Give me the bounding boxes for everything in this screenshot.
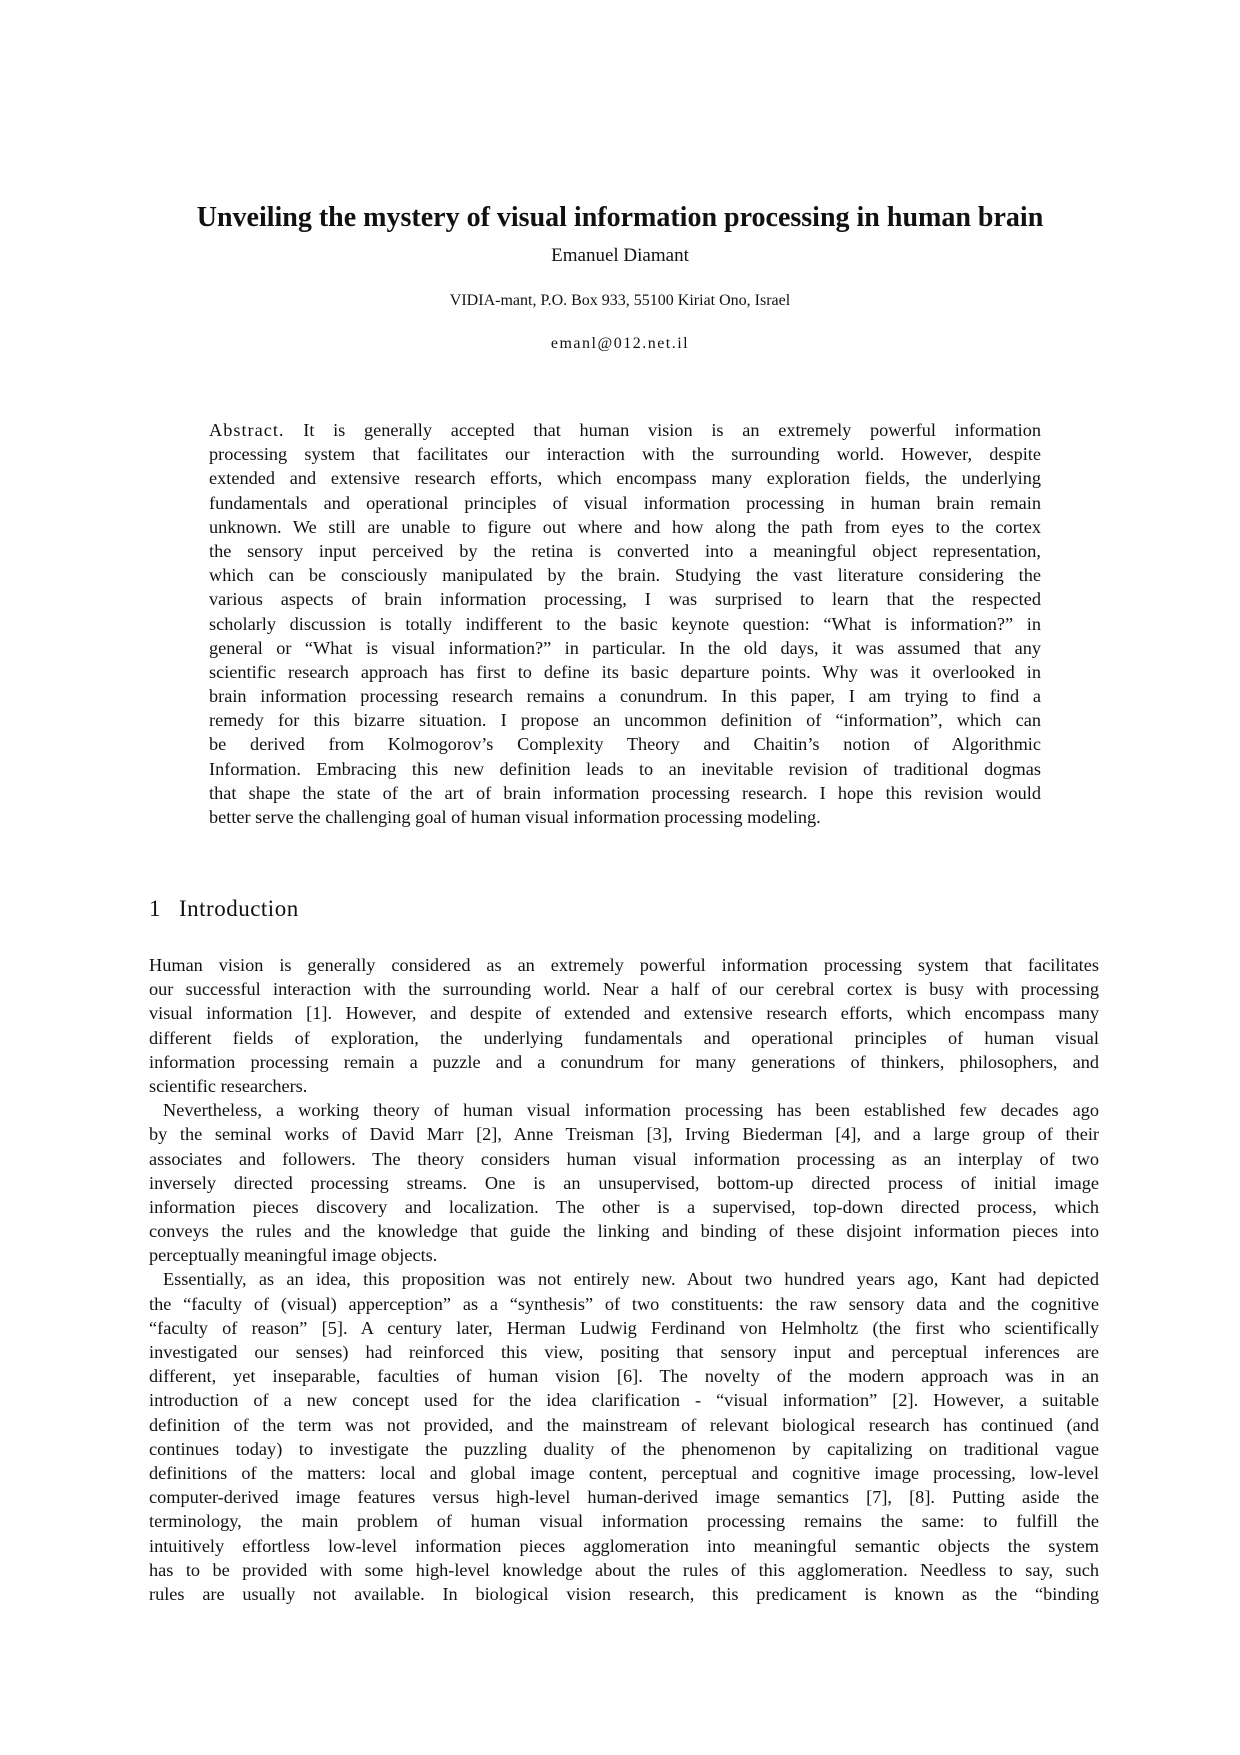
abstract-line [209, 805, 1041, 829]
paragraph-line: Essentially, as an idea, this proposition was not entirely new. About two hundred years ago, Kant had depicted [163, 1269, 1099, 1290]
abstract-line [209, 466, 1041, 490]
paragraph [149, 1098, 1099, 1267]
abstract-line-text: that shape the state of the art of brain information processing research. I hope this revision would [209, 782, 1041, 803]
paragraph-line: definition of the term was not provided, and the mainstream of relevant biological research has continued (and [149, 1414, 1099, 1435]
paragraph-line: terminology, the main problem of human visual information processing remains the same: to fulfill the [149, 1511, 1099, 1532]
abstract-line [209, 781, 1041, 805]
paragraph-line: has to be provided with some high-level knowledge about the rules of this agglomeration. Needless to say, such [149, 1559, 1099, 1580]
paragraph-line: conveys the rules and the knowledge that guide the linking and binding of these disjoint information pieces into [149, 1221, 1099, 1242]
abstract [209, 418, 1041, 829]
abstract-line-text: processing system that facilitates our interaction with the surrounding world. However, despite [209, 444, 1041, 465]
abstract-line [209, 660, 1041, 684]
abstract-line-text: be derived from Kolmogorov’s Complexity Theory and Chaitin’s notion of Algorithmic [209, 734, 1041, 755]
abstract-line [209, 539, 1041, 563]
paragraph-line: information pieces discovery and localization. The other is a supervised, top-down directed process, which [149, 1196, 1099, 1217]
abstract-line-text: general or “What is visual information?” in particular. In the old days, it was assumed that any [209, 637, 1041, 658]
abstract-line-text: scientific research approach has first to define its basic departure points. Why was it overlooked in [209, 661, 1041, 682]
abstract-line [209, 442, 1041, 466]
abstract-line [209, 491, 1041, 515]
abstract-line [209, 636, 1041, 660]
abstract-line-text: fundamentals and operational principles of visual information processing in human brain remain [209, 492, 1041, 513]
author-email: emanl@012.net.il [550, 335, 690, 352]
abstract-line [209, 587, 1041, 611]
abstract-line [209, 708, 1041, 732]
paper-title: Unveiling the mystery of visual information processing in human brain [196, 202, 1044, 233]
paragraph-line: continues today) to investigate the puzzling duality of the phenomenon by capitalizing on traditional vague [149, 1438, 1099, 1459]
paragraph-line: definitions of the matters: local and global image content, perceptual and cognitive image processing, low-level [149, 1462, 1099, 1483]
paragraph-line: perceptually meaningful image objects. [149, 1245, 438, 1266]
abstract-line-text: brain information processing research remains a conundrum. In this paper, I am trying to find a [209, 686, 1041, 707]
paragraph-line: “faculty of reason” [5]. A century later, Herman Ludwig Ferdinand von Helmholtz (the first who scientifically [149, 1317, 1099, 1338]
paragraph-line: Nevertheless, a working theory of human visual information processing has been established few decades ago [163, 1100, 1099, 1121]
abstract-line [209, 563, 1041, 587]
paragraph-line: introduction of a new concept used for the idea clarification - “visual information” [2]. However, a suitable [149, 1390, 1099, 1411]
abstract-line-text: remedy for this bizarre situation. I propose an uncommon definition of “information”, which can [209, 710, 1041, 731]
abstract-line [209, 515, 1041, 539]
paragraph-line: intuitively effortless low-level information pieces agglomeration into meaningful semantic objects the system [149, 1535, 1099, 1556]
abstract-line [209, 418, 1041, 442]
paragraph-line: Human vision is generally considered as an extremely powerful information processing system that facilitates [149, 955, 1099, 975]
paragraph [149, 953, 1099, 1098]
author-affiliation: VIDIA-mant, P.O. Box 933, 55100 Kiriat Ono, Israel [449, 292, 791, 309]
paragraph-line: associates and followers. The theory considers human visual information processing as an interplay of two [149, 1148, 1099, 1169]
abstract-line-text: unknown. We still are unable to figure out where and how along the path from eyes to the cortex [209, 516, 1041, 537]
paragraph-line: computer-derived image features versus high-level human-derived image semantics [7], [8]. Putting aside the [149, 1487, 1099, 1508]
abstract-line-text: various aspects of brain information processing, I was surprised to learn that the respected [209, 589, 1041, 610]
abstract-line-text: extended and extensive research efforts, which encompass many exploration fields, the underlying [209, 468, 1041, 489]
abstract-label: Abstract. [209, 420, 285, 440]
paragraph [149, 1267, 1099, 1606]
abstract-line-text: It is generally accepted that human vision is an extremely powerful information [303, 420, 1042, 440]
section-number: 1 [149, 896, 161, 921]
section-heading-introduction [149, 896, 299, 922]
paragraph-line: information processing remain a puzzle and a conundrum for many generations of thinkers, philosophers, and [149, 1051, 1099, 1072]
paragraph-line: investigated our senses) had reinforced this view, positing that sensory input and perceptual inferences are [149, 1342, 1099, 1362]
abstract-line [209, 612, 1041, 636]
paragraph-line: rules are usually not available. In biological vision research, this predicament is known as the “binding [149, 1583, 1099, 1604]
paragraph-line: different, yet inseparable, faculties of human vision [6]. The novelty of the modern approach was in an [149, 1366, 1099, 1387]
paragraph-line: the “faculty of (visual) apperception” as a “synthesis” of two constituents: the raw sensory data and the cognitive [149, 1293, 1099, 1314]
paragraph-line: our successful interaction with the surrounding world. Near a half of our cerebral cortex is busy with processing [149, 979, 1099, 1000]
abstract-line-text: the sensory input perceived by the retina is converted into a meaningful object representation, [209, 540, 1041, 561]
author-name: Emanuel Diamant [551, 245, 689, 266]
abstract-line [209, 757, 1041, 781]
paragraph-line: by the seminal works of David Marr [2], Anne Treisman [3], Irving Biederman [4], and a large group of their [149, 1124, 1099, 1145]
abstract-line-text: which can be consciously manipulated by the brain. Studying the vast literature considering the [209, 565, 1041, 586]
paragraph-line: visual information [1]. However, and despite of extended and extensive research efforts, which encompass many [149, 1003, 1099, 1024]
abstract-line [209, 684, 1041, 708]
paragraph-line: different fields of exploration, the underlying fundamentals and operational principles of human visual [149, 1027, 1099, 1048]
section-title: Introduction [179, 896, 299, 921]
body-text [149, 953, 1099, 1606]
abstract-line-text: better serve the challenging goal of human visual information processing modeling. [209, 807, 821, 827]
abstract-line [209, 732, 1041, 756]
abstract-line-text: Information. Embracing this new definition leads to an inevitable revision of traditional dogmas [209, 758, 1041, 779]
paragraph-line: scientific researchers. [149, 1075, 308, 1096]
paragraph-line: inversely directed processing streams. One is an unsupervised, bottom-up directed process of initial image [149, 1172, 1099, 1193]
abstract-line-text: scholarly discussion is totally indifferent to the basic keynote question: “What is information?” in [209, 613, 1041, 634]
